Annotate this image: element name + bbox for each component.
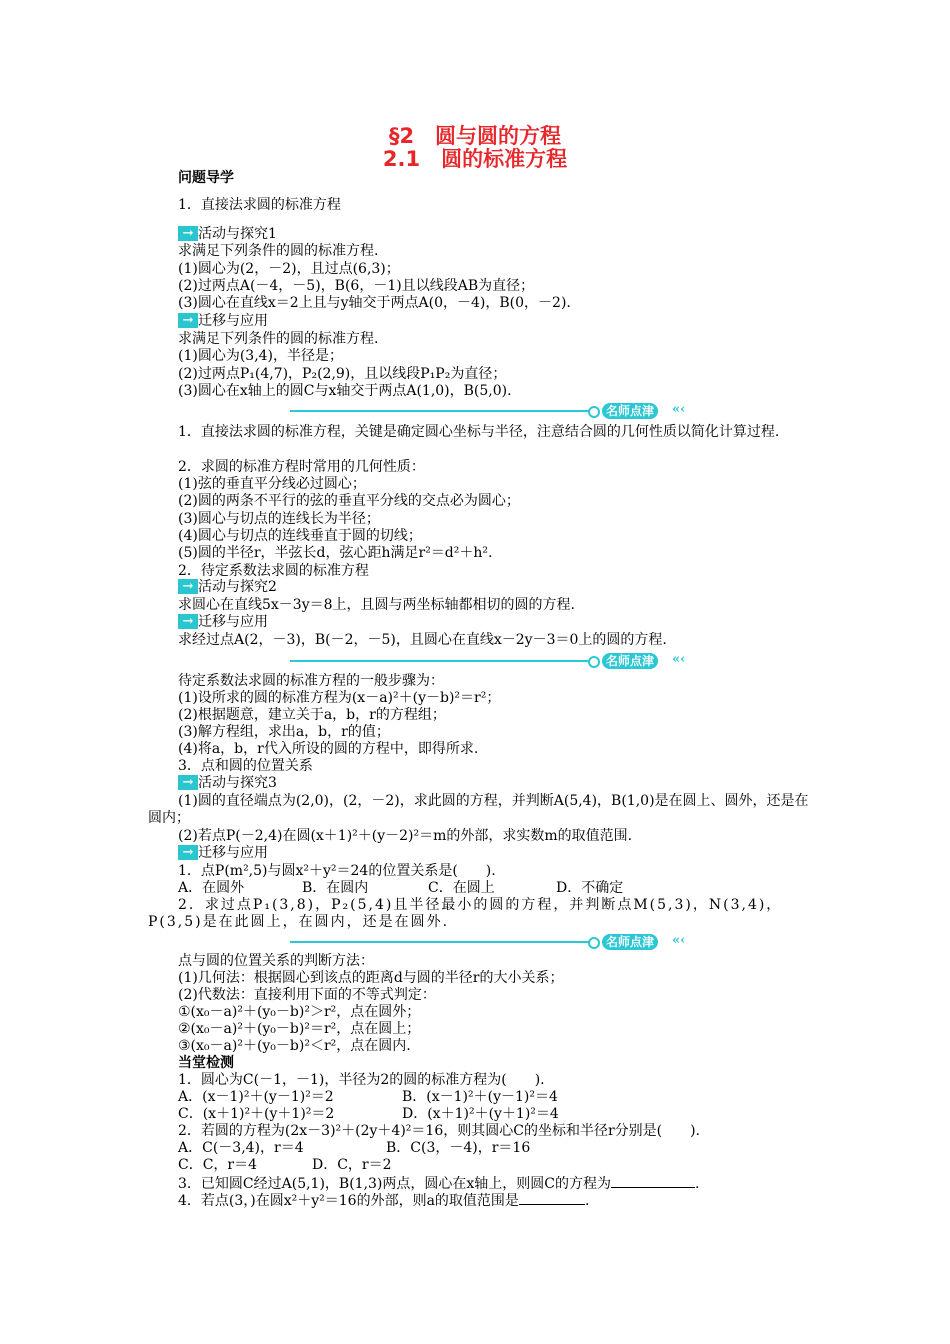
arrow-icon: → [178, 226, 198, 241]
q2-option-c: C．C，r＝4 [178, 1157, 258, 1173]
option-d: D．不确定 [556, 880, 624, 896]
arrow-icon: → [178, 579, 198, 594]
text-line: 求经过点A(2，－3)，B(－2，－5)，且圆心在直线x－2y－3＝0上的圆的方程. [178, 632, 667, 648]
tips-divider [290, 653, 696, 669]
section-1-heading: 1．直接法求圆的标准方程 [178, 197, 341, 213]
divider-line [290, 660, 590, 662]
section-3-heading: 3．点和圆的位置关系 [178, 758, 313, 774]
divider-dot [588, 406, 600, 418]
heading-check: 当堂检测 [178, 1055, 234, 1071]
q2-option-b: B．C(3，－4)，r＝16 [386, 1140, 531, 1156]
q1-option-b: B．(x－1)²＋(y－1)²＝4 [402, 1089, 558, 1105]
text-paragraph: 2．求过点P₁(3,8)，P₂(5,4)且半径最小的圆的方程，并判断点M(5,3)，N(3,4)，P(3,5)是在此圆上，在圆内，还是在圆外. [148, 897, 783, 930]
activity-3-label: → 活动与探究3 [178, 775, 277, 791]
tip-paragraph: 1．直接法求圆的标准方程，关键是确定圆心坐标与半径，注意结合圆的几何性质以简化计算过程. [178, 424, 780, 440]
text-line: (2)根据题意，建立关于a，b，r的方程组； [178, 707, 446, 723]
text-paragraph: (1)圆的直径端点为(2,0)，(2，－2)，求此圆的方程，并判断A(5,4)，B(1,0)是在圆上、圆外，还是在圆内； [148, 793, 809, 826]
question-4: 4．若点(3，)在圆x²＋y²＝16的外部，则a的取值范围是 . [178, 1193, 590, 1209]
text-line: 2．求圆的标准方程时常用的几何性质： [178, 459, 425, 475]
text-line: (2)代数法：直接利用下面的不等式判定： [178, 987, 436, 1003]
heading-problem: 问题导学 [178, 170, 234, 186]
text-line: 1．点P(m²,5)与圆x²＋y²＝24的位置关系是( ). [178, 863, 496, 879]
q1-option-a: A．(x－1)²＋(y－1)²＝2 [178, 1089, 334, 1105]
text-line: ①(x₀－a)²＋(y₀－b)²＞r²，点在圆外； [178, 1004, 421, 1020]
text-line: (1)圆心为(3,4)，半径是； [178, 348, 344, 364]
question-3: 3．已知圆C经过A(5,1)，B(1,3)两点，圆心在x轴上，则圆C的方程为 . [178, 1176, 700, 1192]
arrow-icon: → [178, 775, 198, 790]
text-line: (3)圆心在直线x＝2上且与y轴交于两点A(0，－4)，B(0，－2). [178, 295, 571, 311]
text-line: (1)弦的垂直平分线必过圆心； [178, 476, 366, 492]
title-line-2: 2.1 圆的标准方程 [382, 147, 568, 171]
tips-divider [290, 934, 696, 950]
text-line: (3)解方程组，求出a，b，r的值； [178, 724, 390, 740]
divider-line [290, 410, 590, 412]
text-line: (4)圆心与切点的连线垂直于圆的切线； [178, 528, 422, 544]
option-a: A．在圆外 [178, 880, 245, 896]
q1-option-d: D．(x＋1)²＋(y＋1)²＝4 [402, 1106, 559, 1122]
section-2-heading: 2．待定系数法求圆的标准方程 [178, 563, 369, 579]
title-line-1: §2 圆与圆的方程 [388, 124, 562, 148]
answer-blank [611, 1174, 695, 1188]
text-line: (2)若点P(－2,4)在圆(x＋1)²＋(y－2)²＝m的外部，求实数m的取值范围. [178, 828, 633, 844]
arrow-icon: → [178, 313, 198, 328]
option-c: C．在圆上 [428, 880, 495, 896]
text-line: (1)圆心为(2，－2)，且过点(6,3)； [178, 261, 400, 277]
q2-option-a: A．C(－3,4)，r＝4 [178, 1140, 304, 1156]
transfer-1-label: → 迁移与应用 [178, 313, 268, 329]
text-line: (1)几何法：根据圆心到该点的距离d与圆的半径r的大小关系； [178, 970, 564, 986]
activity-1-label: → 活动与探究1 [178, 226, 277, 242]
tips-badge: 名师点津 [602, 653, 658, 669]
double-chevron-icon: «‹ [672, 652, 686, 667]
text-line: 求圆心在直线5x－3y＝8上，且圆与两坐标轴都相切的圆的方程. [178, 597, 575, 613]
transfer-3-label: → 迁移与应用 [178, 845, 268, 861]
q1-option-c: C．(x＋1)²＋(y＋1)²＝2 [178, 1106, 335, 1122]
arrow-icon: → [178, 845, 198, 860]
text-line: (4)将a，b，r代入所设的圆的方程中，即得所求. [178, 741, 479, 757]
text-line: 待定系数法求圆的标准方程的一般步骤为： [178, 673, 444, 689]
text-line: ②(x₀－a)²＋(y₀－b)²＝r²，点在圆上； [178, 1021, 421, 1037]
text-line: 求满足下列条件的圆的标准方程. [178, 243, 379, 259]
divider-dot [588, 937, 600, 949]
text-line: (2)过两点A(－4，－5)，B(6，－1)且以线段AB为直径； [178, 278, 535, 294]
q2-option-d: D．C，r＝2 [312, 1157, 392, 1173]
tips-divider [290, 403, 696, 419]
text-line: (3)圆心与切点的连线长为半径； [178, 511, 380, 527]
option-b: B．在圆内 [302, 880, 369, 896]
text-line: (1)设所求的圆的标准方程为(x－a)²＋(y－b)²＝r²； [178, 690, 501, 706]
transfer-2-label: → 迁移与应用 [178, 614, 268, 630]
text-line: ③(x₀－a)²＋(y₀－b)²＜r²，点在圆内. [178, 1038, 411, 1054]
text-line: (2)过两点P₁(4,7)，P₂(2,9)，且以线段P₁P₂为直径； [178, 366, 507, 382]
double-chevron-icon: «‹ [672, 402, 686, 417]
question-1: 1．圆心为C(－1，－1)，半径为2的圆的标准方程为( ). [178, 1072, 545, 1088]
text-line: (3)圆心在x轴上的圆C与x轴交于两点A(1,0)，B(5,0). [178, 383, 512, 399]
activity-2-label: → 活动与探究2 [178, 579, 277, 595]
text-line: 求满足下列条件的圆的标准方程. [178, 331, 379, 347]
question-2: 2．若圆的方程为(2x－3)²＋(2y＋4)²＝16，则其圆心C的坐标和半径r分别是( ). [178, 1123, 701, 1139]
text-line: (2)圆的两条不平行的弦的垂直平分线的交点必为圆心； [178, 493, 520, 509]
divider-line [290, 941, 590, 943]
double-chevron-icon: «‹ [672, 933, 686, 948]
text-line: (5)圆的半径r，半弦长d，弦心距h满足r²＝d²＋h². [178, 545, 493, 561]
tips-badge: 名师点津 [602, 403, 658, 419]
divider-dot [588, 656, 600, 668]
tips-badge: 名师点津 [602, 934, 658, 950]
answer-blank [519, 1191, 585, 1205]
text-line: 点与圆的位置关系的判断方法： [178, 953, 374, 969]
arrow-icon: → [178, 614, 198, 629]
